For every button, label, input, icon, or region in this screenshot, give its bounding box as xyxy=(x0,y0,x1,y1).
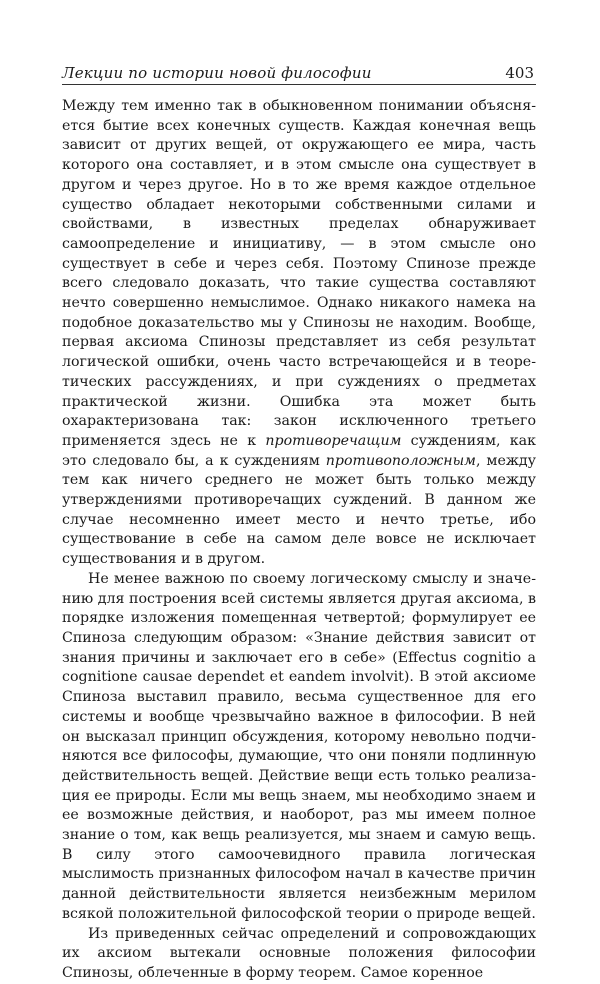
paragraph-1 xyxy=(62,97,536,570)
paragraph-2 xyxy=(62,570,536,925)
page-number: 403 xyxy=(505,64,534,82)
body-text xyxy=(62,97,536,984)
paragraph-3 xyxy=(62,925,536,984)
italic-run: противоположным xyxy=(325,452,476,469)
italic-run: противоречащим xyxy=(265,432,402,449)
running-header xyxy=(62,62,536,85)
text-run: Не менее важною по своему логическому смыслу и значению для построения всей системы является другая аксиома, в порядке изложения помещенная четвертой; формулирует ее Спиноза следующим образом: «Знание действия зависит от знания причины и заключает его в себе» (Effectus cognitio a cognitione causae dependet et eandem involvit). В этой аксиоме Спиноза выставил правило, весьма существенное для его системы и вообще чрезвычайно важное в философии. В ней он высказал принцип обсуждения, которому невольно подчиняются все философы, думающие, что они поняли подлинную действительность вещей. Действие вещи есть только реализация ее природы. Если мы вещь знаем, мы необходимо знаем и ее возможные действия, и наоборот, раз мы имеем полное знание о том, как вещь реализуется, мы знаем и самую вещь. В силу этого самоочевидного правила логическая мыслимость признанных философом начал в качестве причин данной действительности является неизбежным мерилом всякой положительной философской теории о природе вещей. xyxy=(62,570,536,922)
running-title: Лекции по истории новой философии xyxy=(62,64,372,82)
text-run: , между тем как ничего среднего не может быть только между утверждениями противоречащих суждений. В данном же случае несомненно имеет место и нечто третье, ибо существование в себе на самом деле вовсе не исключает существования и в другом. xyxy=(62,452,536,568)
book-page xyxy=(62,62,536,984)
text-run: Из приведенных сейчас определений и сопровождающих их аксиом вытекали основные положения философии Спинозы, облеченные в форму теорем. Самое коренное xyxy=(62,925,536,981)
text-run: Между тем именно так в обыкновенном понимании объясняется бытие всех конечных существ. Каждая конечная вещь зависит от других вещей, от окружающего ее мира, часть которого она составляет, и в этом смысле она существует в другом и через другое. Но в то же время каждое отдельное существо обладает некоторыми собственными силами и свойствами, в известных пределах обнаруживает самоопределение и инициативу, — в этом смысле оно существует в себе и через себя. Поэтому Спинозе прежде всего следовало доказать, что такие существа составляют нечто совершенно немыслимое. Однако никакого намека на подобное доказательство мы у Спинозы не находим. Вообще, первая аксиома Спинозы представляет из себя результат логической ошибки, очень часто встречающейся и в теоретических рассуждениях, и при суждениях о предметах практической жизни. Ошибка эта может быть охарактеризована так: закон исключенного третьего применяется здесь не к xyxy=(62,98,536,449)
text-run: суждениям, как это следовало бы, а к суждениям xyxy=(62,432,536,469)
